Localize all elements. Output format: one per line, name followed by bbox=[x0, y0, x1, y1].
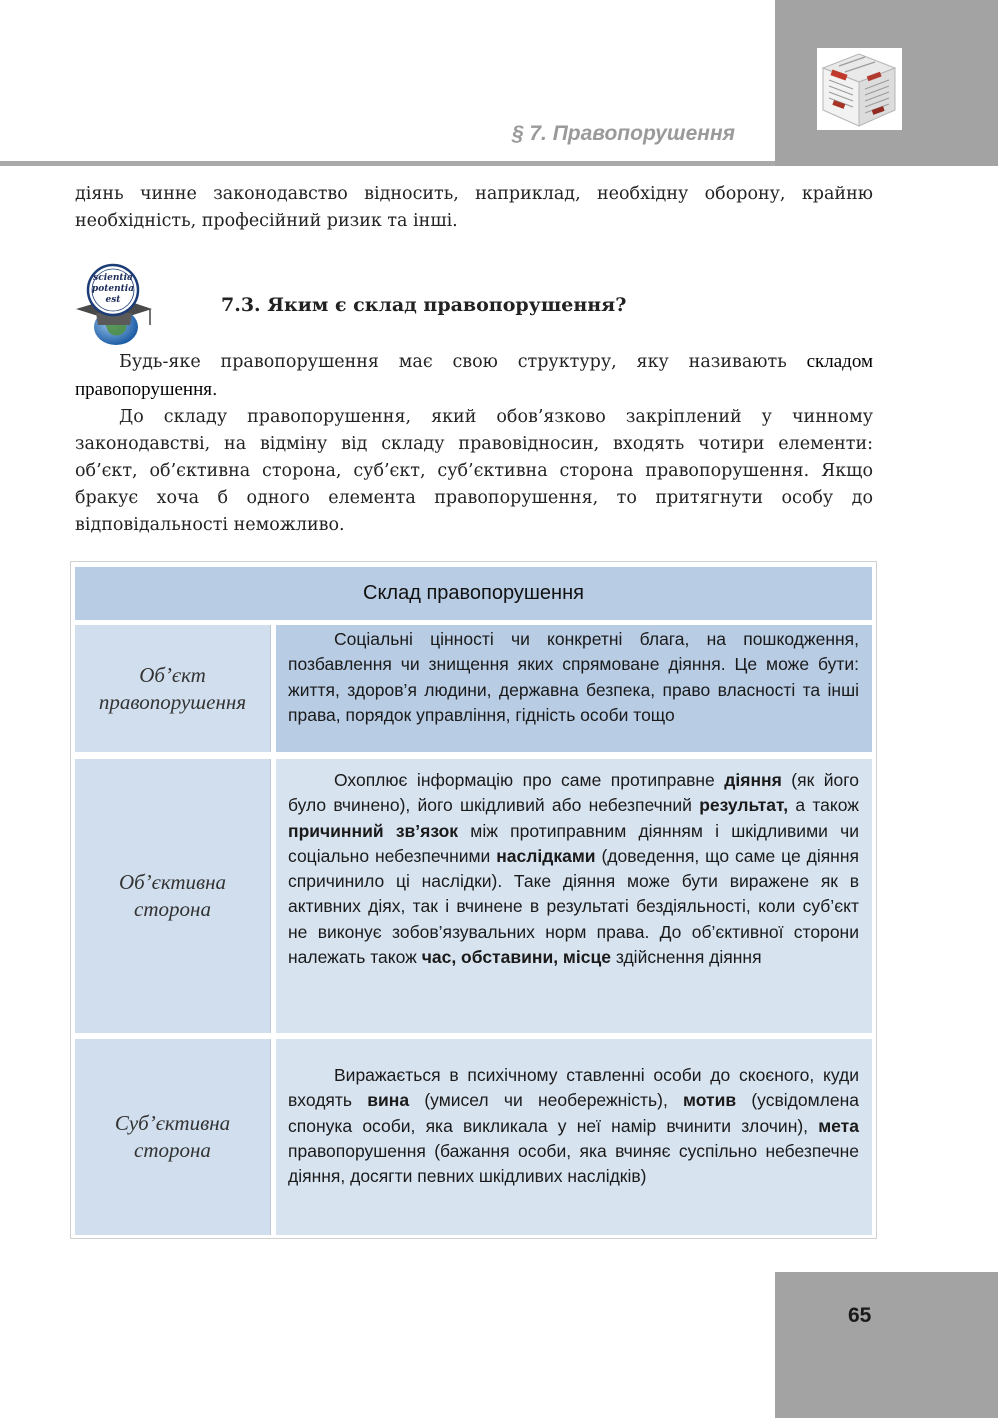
row-label-line: сторона bbox=[134, 1138, 211, 1162]
table-cell-text: (як його було вчинено), його шкідливий або небезпечний bbox=[288, 770, 859, 816]
table-cell-key-term: вина bbox=[367, 1090, 410, 1111]
table-cell-text: між протиправним діянням і шкідливими чи соціально небезпечними bbox=[288, 820, 859, 866]
paragraph-structure-emphasis: складом правопорушення bbox=[75, 351, 873, 400]
footer-side-tab bbox=[775, 1272, 998, 1418]
intro-paragraph: діянь чинне законодавство відносить, наприклад, необхідну оборону, крайню необхідність, професійний ризик та інші. bbox=[75, 184, 873, 231]
table-title-cell bbox=[75, 567, 872, 620]
row-text-object bbox=[276, 625, 872, 752]
table-cell-text: а також bbox=[788, 795, 859, 816]
table-title: Склад правопорушення bbox=[363, 582, 584, 604]
table-cell-key-term: наслідками bbox=[496, 845, 596, 866]
table-cell-key-term: час, обставини, місце bbox=[421, 947, 611, 968]
row-label-line: Суб’єктивна bbox=[114, 1111, 231, 1135]
emblem-word-2: potentia bbox=[91, 284, 135, 294]
row-text-objective-side bbox=[276, 759, 872, 1033]
table-cell-text: (умисел чи необережність), bbox=[409, 1090, 684, 1111]
paragraph-elements: До складу правопорушення, який обов’язково закріплений у чинному законодавстві, на відміну від складу правовідносин, входять чотири елементи: об’єкт, об’єктивна сторона, суб’єкт, суб’єктивна сторона правопорушення. Якщо бракує хоча б одного елемента правопорушення, то притягнути особу до відповідальності неможливо. bbox=[75, 407, 873, 535]
table-cell-text: (доведення, що саме це діяння спричинило ці наслідки). Таке діяння може бути виражене як в активних діях, так і вчинене в результаті бездіяльності, коли суб’єкт не виконує зобов’язувальних норм права. До об’єктивної сторони належать також bbox=[288, 845, 859, 968]
emblem-word-1: scientia bbox=[93, 273, 133, 283]
paragraph-structure-text: Будь-яке правопорушення має свою структуру, яку називають bbox=[119, 352, 807, 372]
paragraph-structure-end: . bbox=[212, 380, 218, 400]
row-label-line: Об’єктивна bbox=[118, 870, 227, 894]
table-cell-text: (усвідомлена спонука особи, яка викликала у неї намір вчинити злочин), bbox=[288, 1090, 859, 1136]
table-cell-key-term: діяння bbox=[724, 770, 782, 790]
table-cell-key-term: результат, bbox=[699, 795, 789, 816]
table-cell-text: Соціальні цінності чи конкретні блага, на пошкодження, позбавлення чи знищення яких спрямоване діяння. Це може бути: життя, здоров’я людини, державна безпека, право власності та інші права, порядок управління, гідність особи тощо bbox=[288, 629, 859, 725]
table-cell-text: Охоплює інформацію про саме протиправне bbox=[334, 770, 725, 790]
row-label-objective-side bbox=[75, 759, 271, 1033]
page-number: 65 bbox=[848, 1304, 872, 1327]
paragraph-structure bbox=[75, 348, 873, 404]
header-rule bbox=[0, 161, 775, 166]
table-cell-text: здійснення діяння bbox=[610, 947, 762, 968]
table-cell-text: Виражається в психічному ставленні особи до скоєного, куди входять bbox=[288, 1065, 859, 1111]
row-label-line: сторона bbox=[134, 897, 211, 921]
row-label-object bbox=[75, 625, 271, 752]
table-cell-text: правопорушення (бажання особи, яка вчиняє суспільно небезпечне діяння, досягти певних шкідливих наслідків) bbox=[288, 1140, 859, 1187]
newspaper-cube-icon bbox=[817, 48, 902, 130]
scientia-potentia-est-emblem-icon bbox=[74, 263, 154, 349]
row-label-line: правопорушення bbox=[98, 689, 247, 714]
table-cell-key-term: мотив bbox=[683, 1090, 737, 1111]
row-label-subjective-side bbox=[75, 1039, 271, 1235]
section-heading: 7.3. Яким є склад правопорушення? bbox=[221, 294, 627, 316]
row-label-line: Об’єкт bbox=[139, 662, 206, 687]
offense-composition-table bbox=[70, 561, 877, 1239]
table-cell-key-term: причинний зв’язок bbox=[288, 820, 459, 841]
table-cell-key-term: мета bbox=[818, 1115, 859, 1136]
emblem-word-3: est bbox=[105, 295, 121, 305]
chapter-title: § 7. Правопорушення bbox=[511, 122, 735, 145]
row-text-subjective-side bbox=[276, 1039, 872, 1235]
